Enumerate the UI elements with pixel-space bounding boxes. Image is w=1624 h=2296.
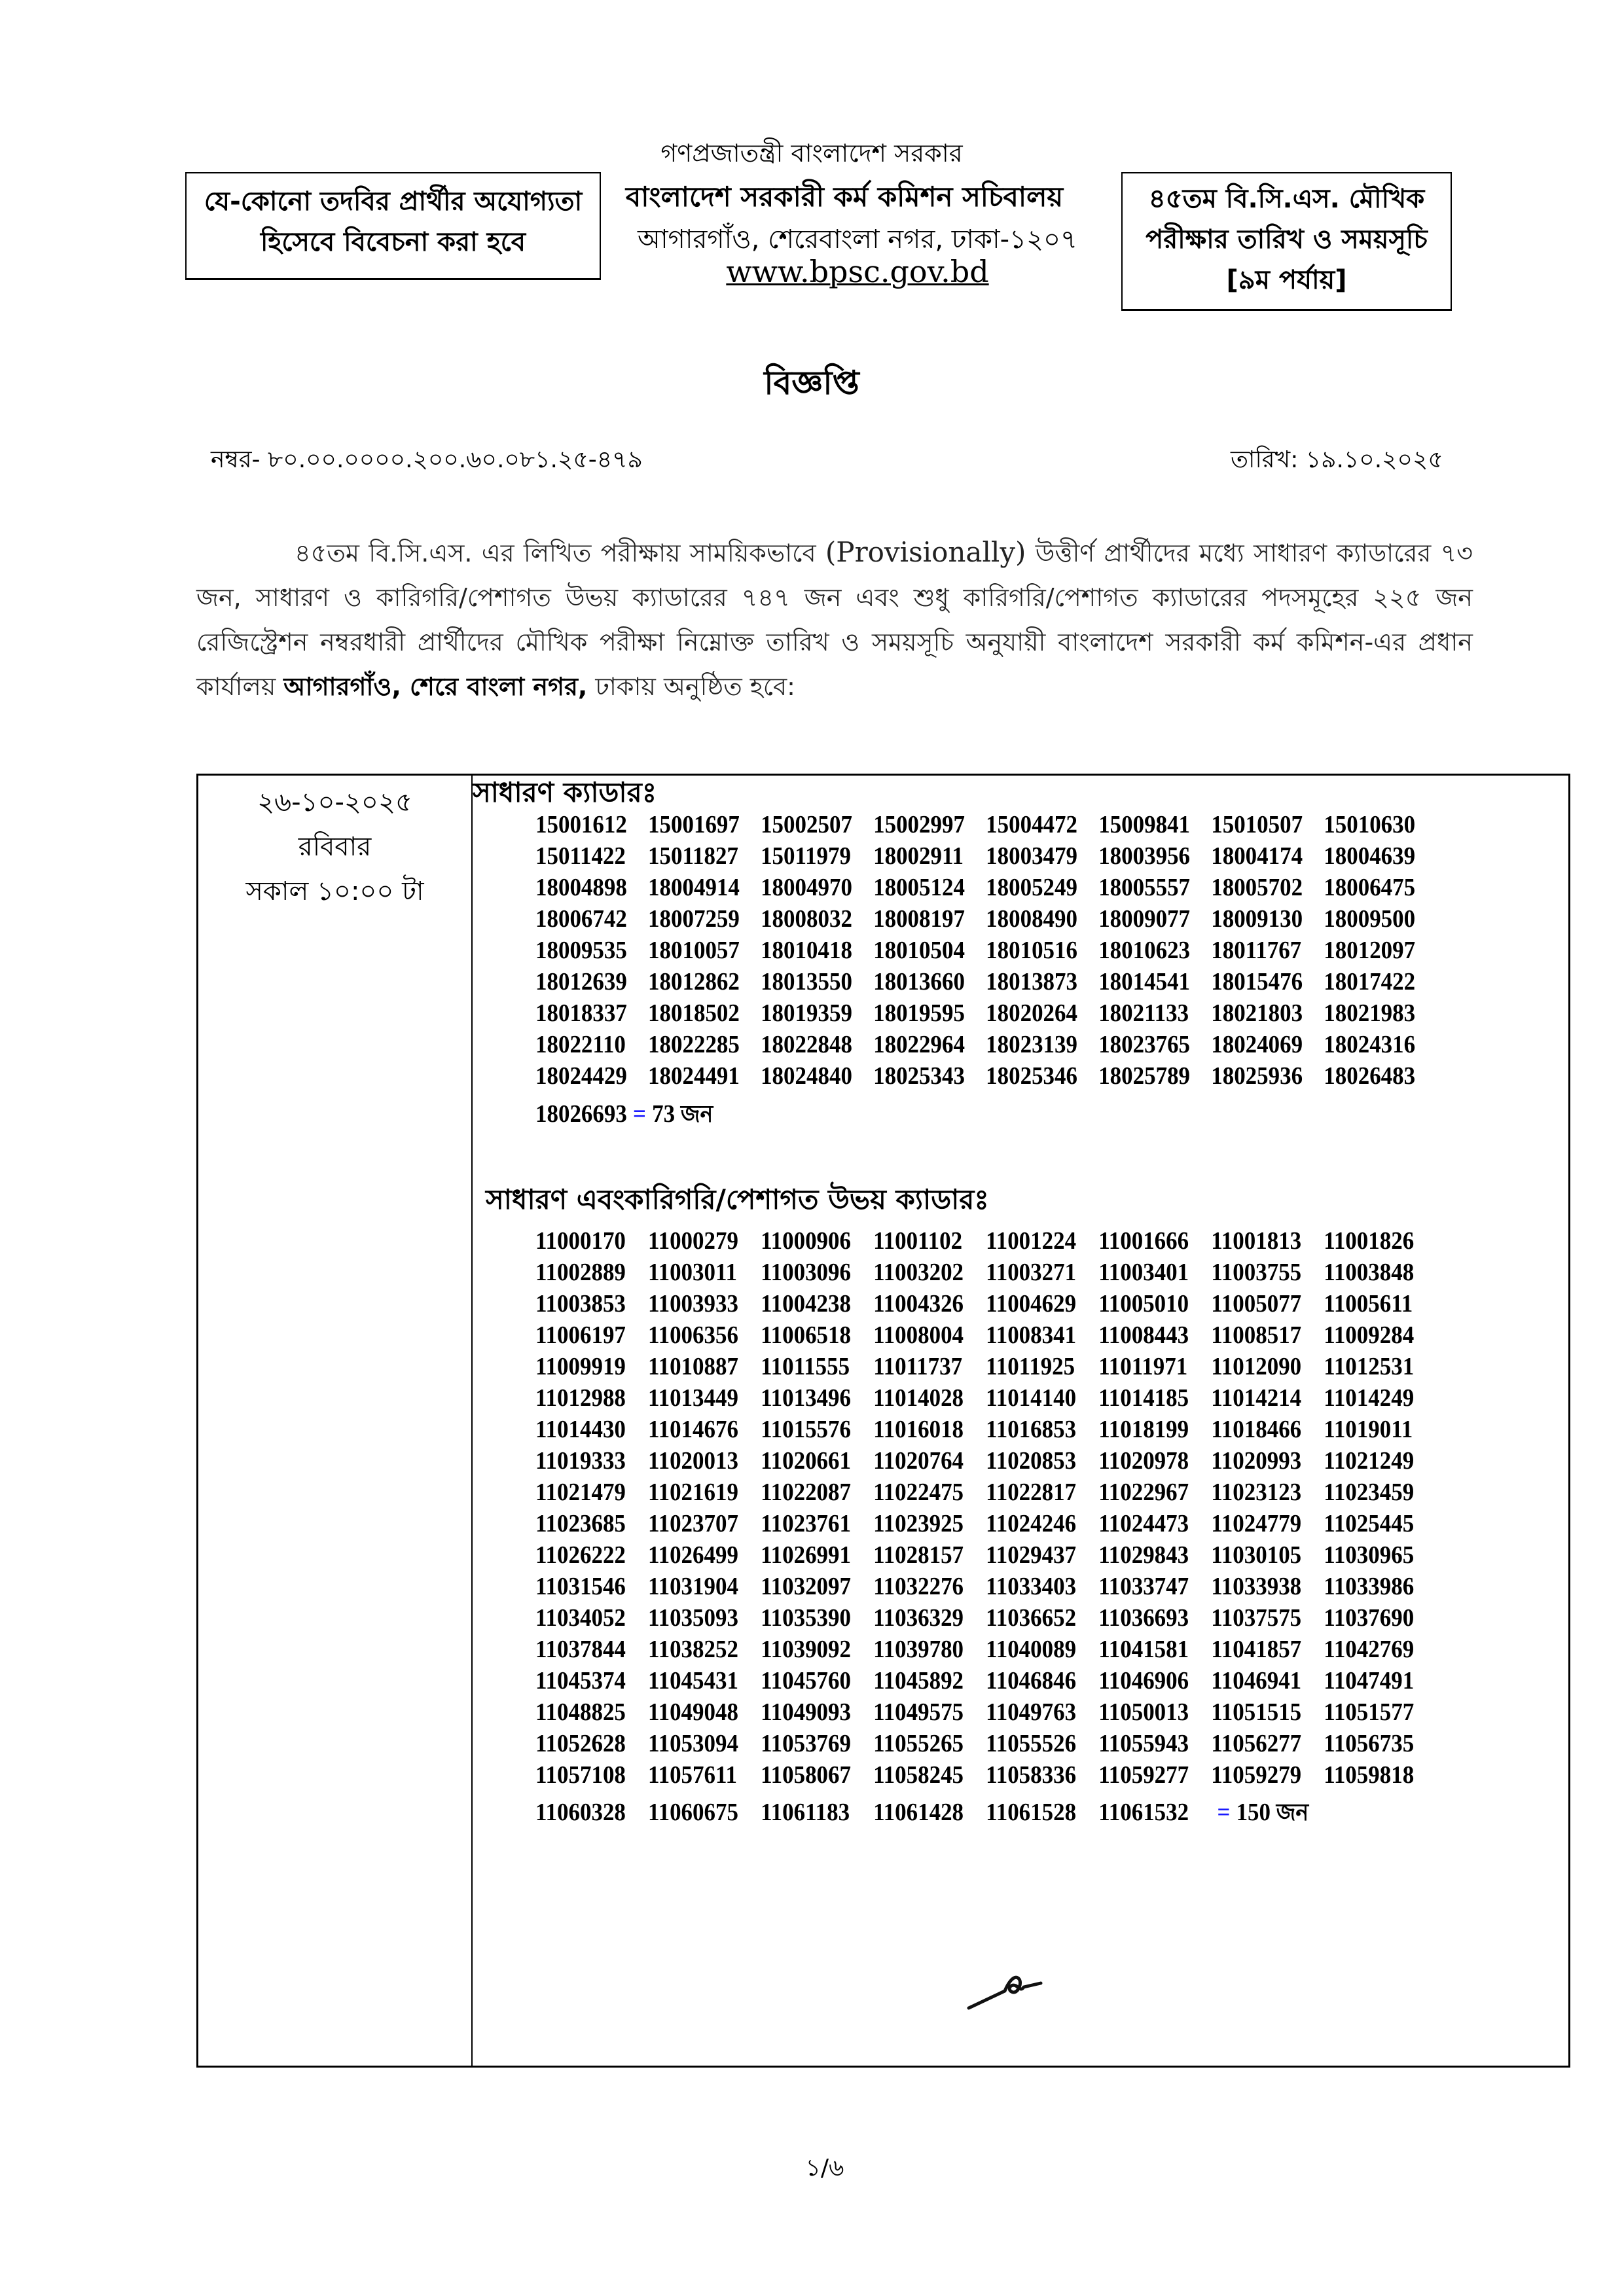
registration-number: 11047491 [1324,1667,1415,1695]
registration-number: 18013660 [873,968,965,996]
registration-number: 18012862 [648,968,740,996]
registration-number: 11022967 [1098,1479,1189,1506]
registration-number: 11055265 [873,1730,964,1757]
registration-number: 18015476 [1211,968,1303,996]
registration-number: 18022285 [648,1031,740,1058]
registration-number: 11014140 [986,1384,1077,1412]
registration-number: 11024779 [1211,1510,1302,1537]
registration-number: 11021619 [648,1479,738,1506]
registration-number: 11005077 [1211,1290,1302,1318]
registration-number: 11003401 [1098,1259,1189,1286]
registration-number: 11000906 [761,1227,851,1255]
memo-number: নম্বর- ৮০.০০.০০০০.২০০.৬০.০৮১.২৫-৪৭৯ [211,446,643,473]
registration-number: 11013496 [761,1384,851,1412]
registration-number: 11012988 [535,1384,626,1412]
table-column-divider [471,774,473,2068]
registration-number: 11003271 [986,1259,1077,1286]
registration-number: 18010504 [873,937,965,964]
registration-number: 11009919 [535,1353,626,1380]
registration-number: 11014249 [1324,1384,1415,1412]
registration-number: 11023761 [761,1510,851,1537]
registration-number: 11005010 [1098,1290,1189,1318]
equals-sign: = [633,1100,646,1128]
registration-number: 18008197 [873,905,965,933]
registration-number: 18009500 [1324,905,1416,933]
registration-number: 18025936 [1211,1062,1303,1090]
registration-number: 18012097 [1324,937,1416,964]
registration-number: 11041581 [1098,1636,1189,1663]
registration-number: 11030105 [1211,1541,1302,1569]
registration-number: 11058067 [761,1761,851,1789]
registration-number: 11024246 [986,1510,1077,1537]
registration-number: 11013449 [648,1384,738,1412]
registration-number: 18003479 [986,842,1077,870]
registration-number: 11014430 [535,1416,626,1443]
registration-number: 15002507 [761,811,852,838]
registration-number: 11020978 [1098,1447,1189,1475]
registration-number: 11011555 [761,1353,850,1380]
registration-number: 15011422 [535,842,626,870]
registration-number: 11023459 [1324,1479,1415,1506]
registration-number: 11051515 [1211,1698,1302,1726]
registration-number: 11029437 [986,1541,1077,1569]
page-number: ১/৬ [805,2155,844,2181]
registration-number: 18025346 [986,1062,1077,1090]
registration-number: 18006742 [535,905,627,933]
schedule-day: রবিবার [298,832,372,862]
registration-number: 18024429 [535,1062,627,1090]
registration-number: 18008490 [986,905,1077,933]
registration-number: 11026222 [535,1541,626,1569]
registration-number: 11006518 [761,1321,851,1349]
registration-number: 11014676 [648,1416,738,1443]
schedule-time: সকাল ১০:০০ টা [245,876,424,906]
registration-number: 18012639 [535,968,627,996]
registration-number: 11008443 [1098,1321,1189,1349]
registration-number: 11001813 [1211,1227,1302,1255]
registration-number: 11023925 [873,1510,964,1537]
registration-number: 18024840 [761,1062,852,1090]
registration-number: 11022817 [986,1479,1077,1506]
registration-number: 11032276 [873,1573,964,1600]
registration-number: 11023685 [535,1510,626,1537]
registration-number: 11022475 [873,1479,964,1506]
registration-number: 11055943 [1098,1730,1189,1757]
registration-number: 11008517 [1211,1321,1302,1349]
registration-number: 11058245 [873,1761,964,1789]
registration-number: 18022964 [873,1031,965,1058]
registration-number: 18009077 [1098,905,1191,933]
registration-number: 18005702 [1211,874,1303,901]
registration-number: 11011925 [986,1353,1075,1380]
registration-number: 18013873 [986,968,1077,996]
registration-number: 18003956 [1098,842,1191,870]
registration-number: 18018502 [648,999,740,1027]
body-text-2: উত্তীর্ণ প্রার্থীদের মধ্যে সাধারণ ক্যাডারের ৭৩ জন, সাধারণ ও কারিগরি/পেশাগত উভয় ক্যাডারের ৭৪৭ জন এবং শুধু কারিগরি/পেশাগত ক্যাডারের পদসমূহের ২২৫ জন রেজিস্ট্রেশন নম্বরধারী প্রার্থীদের মৌখিক পরীক্ষা নিম্নোক্ত তারিখ ও সময়সূচি অনুযায়ী বাংলাদেশ সরকারী কর্ম কমিশন-এর প্রধান কার্যালয় [196,539,1473,701]
equals-sign: = [1217,1799,1231,1826]
warning-box [185,172,601,280]
registration-number: 18004970 [761,874,852,901]
registration-number: 11036652 [986,1604,1077,1632]
registration-number: 11053094 [648,1730,738,1757]
registration-number: 15001697 [648,811,740,838]
registration-number: 11049093 [761,1698,851,1726]
registration-number: 11061428 [873,1799,964,1826]
registration-number: 11001826 [1324,1227,1415,1255]
registration-number: 11060328 [535,1799,626,1826]
registration-number: 11048825 [535,1698,626,1726]
registration-number: 11024473 [1098,1510,1189,1537]
registration-number: 11036329 [873,1604,964,1632]
registration-number: 18009535 [535,937,627,964]
registration-number: 15011979 [761,842,851,870]
registration-number: 11019011 [1324,1416,1413,1443]
registration-number: 11059277 [1098,1761,1189,1789]
registration-number: 18011767 [1211,937,1302,964]
registration-number: 11049763 [986,1698,1077,1726]
registration-number: 18007259 [648,905,740,933]
registration-number: 11037575 [1211,1604,1302,1632]
registration-number: 11031904 [648,1573,738,1600]
registration-number: 18004898 [535,874,627,901]
registration-number: 11037844 [535,1636,626,1663]
registration-number: 11033938 [1211,1573,1302,1600]
registration-number: 11061183 [761,1799,850,1826]
registration-number: 11012531 [1324,1353,1415,1380]
registration-number: 11000170 [535,1227,626,1255]
registration-number: 11061532 [1098,1799,1189,1826]
registration-number: 11036693 [1098,1604,1189,1632]
registration-number: 11016853 [986,1416,1077,1443]
exam-title-box [1121,172,1452,311]
registration-number: 11046846 [986,1667,1077,1695]
registration-number: 18013550 [761,968,852,996]
memo-date: তারিখ: ১৯.১০.২০২৫ [1231,446,1443,473]
registration-number: 11037690 [1324,1604,1415,1632]
registration-number: 11012090 [1211,1353,1302,1380]
registration-number: 11028157 [873,1541,964,1569]
total-count: 150 [1236,1799,1271,1826]
registration-number: 11011737 [873,1353,963,1380]
registration-number: 11038252 [648,1636,738,1663]
registration-number: 11011971 [1098,1353,1188,1380]
warning-line-2: হিসেবে বিবেচনা করা হবে [260,227,526,257]
registration-number: 11029843 [1098,1541,1189,1569]
registration-number: 11026991 [761,1541,851,1569]
registration-number: 11056735 [1324,1730,1415,1757]
registration-number: 11046941 [1211,1667,1302,1695]
registration-number: 18024316 [1324,1031,1416,1058]
registration-number: 18005249 [986,874,1077,901]
registration-number: 18010057 [648,937,740,964]
registration-number: 11008341 [986,1321,1077,1349]
registration-number: 11001102 [873,1227,963,1255]
registration-number: 11052628 [535,1730,626,1757]
registration-number: 11035093 [648,1604,738,1632]
registration-number: 11006356 [648,1321,738,1349]
registration-number: 15010630 [1324,811,1416,838]
registration-number: 11008004 [873,1321,964,1349]
notice-body [196,530,1473,709]
registration-number: 11003755 [1211,1259,1302,1286]
registration-number: 18008032 [761,905,852,933]
registration-number: 18018337 [535,999,627,1027]
registration-number: 18021983 [1324,999,1416,1027]
registration-number: 11002889 [535,1259,626,1286]
registration-number: 18024491 [648,1062,740,1090]
registration-number: 11046906 [1098,1667,1189,1695]
registration-number: 11049575 [873,1698,964,1726]
registration-number: 11022087 [761,1479,851,1506]
registration-number: 11015576 [761,1416,851,1443]
registration-number: 11005611 [1324,1290,1413,1318]
registration-number: 18004914 [648,874,740,901]
registration-number: 18019359 [761,999,852,1027]
registration-number: 15002997 [873,811,965,838]
registration-number: 11040089 [986,1636,1077,1663]
registration-number: 11031546 [535,1573,626,1600]
registration-number: 18023765 [1098,1031,1191,1058]
registration-number: 11045431 [648,1667,738,1695]
warning-line-1: যে-কোনো তদবির প্রার্থীর অযোগ্যতা [204,187,583,217]
exam-title-line-2: পরীক্ষার তারিখ ও সময়সূচি [1146,224,1428,255]
registration-number: 11003848 [1324,1259,1415,1286]
office-address: আগারগাঁও, শেরেবাংলা নগর, ঢাকা-১২০৭ [637,224,1078,255]
registration-number: 11014185 [1098,1384,1189,1412]
registration-number: 11014214 [1211,1384,1302,1412]
schedule-date-cell [198,780,471,914]
registration-number: 11058336 [986,1761,1077,1789]
registration-number: 18022110 [535,1031,626,1058]
registration-number: 11004629 [986,1290,1077,1318]
registration-number: 18010418 [761,937,852,964]
registration-number: 11057611 [648,1761,738,1789]
registration-number: 11021479 [535,1479,626,1506]
website-link[interactable]: www.bpsc.gov.bd [726,254,989,289]
registration-number: 11059818 [1324,1761,1415,1789]
registration-number: 15011827 [648,842,738,870]
registration-number: 18010516 [986,937,1077,964]
total-count: 73 [652,1100,676,1128]
registration-number: 15009841 [1098,811,1191,838]
registration-number: 11051577 [1324,1698,1415,1726]
registration-number: 11004238 [761,1290,851,1318]
registration-number: 18006475 [1324,874,1416,901]
registration-number: 11020661 [761,1447,851,1475]
registration-number: 11003096 [761,1259,851,1286]
registration-number: 18005124 [873,874,965,901]
registration-list-both [535,1225,1436,1791]
registration-number: 11020853 [986,1447,1077,1475]
signature [956,1964,1060,2022]
registration-number: 11023707 [648,1510,738,1537]
registration-number: 11020013 [648,1447,738,1475]
section-title-general-cadre: সাধারণ ক্যাডারঃ [473,776,657,808]
exam-title-line-1: ৪৫তম বি.সি.এস. মৌখিক [1148,184,1425,214]
registration-number: 11055526 [986,1730,1077,1757]
registration-number: 18002911 [873,842,964,870]
registration-number: 18023139 [986,1031,1077,1058]
registration-number: 11020993 [1211,1447,1302,1475]
registration-number: 11021249 [1324,1447,1415,1475]
registration-number: 18010623 [1098,937,1191,964]
registration-number: 11032097 [761,1573,851,1600]
total-unit: জন [680,1101,713,1128]
last-registration-number: 18026693 [535,1100,627,1128]
schedule-date: ২৬-১০-২০২৫ [257,787,412,817]
body-location: আগারগাঁও, শেরে বাংলা নগর, [283,672,588,701]
total-line-general [535,1096,713,1136]
notice-title: বিজ্ঞপ্তি [764,364,859,402]
registration-number: 11061528 [986,1799,1077,1826]
registration-number: 11057108 [535,1761,626,1789]
registration-number: 11004326 [873,1290,964,1318]
total-line-both [535,1795,1308,1834]
registration-number: 11034052 [535,1604,626,1632]
total-unit: জন [1276,1799,1309,1826]
registration-number: 11018466 [1211,1416,1302,1443]
body-provisionally: (Provisionally) [825,536,1026,568]
registration-number: 11060675 [648,1799,738,1826]
registration-number: 18022848 [761,1031,852,1058]
registration-number: 18025343 [873,1062,965,1090]
registration-number: 11020764 [873,1447,964,1475]
registration-number: 11001224 [986,1227,1077,1255]
registration-number: 11016018 [873,1416,964,1443]
registration-number: 18019595 [873,999,965,1027]
body-text-1: ৪৫তম বি.সি.এস. এর লিখিত পরীক্ষায় সাময়িকভাবে [295,539,825,567]
registration-list-general [535,809,1436,1092]
registration-number: 11003202 [873,1259,964,1286]
registration-number: 18020264 [986,999,1077,1027]
registration-number: 11000279 [648,1227,738,1255]
registration-number: 11049048 [648,1698,738,1726]
registration-number: 11042769 [1324,1636,1415,1663]
registration-number: 18005557 [1098,874,1191,901]
registration-number: 11056277 [1211,1730,1302,1757]
registration-number: 11033986 [1324,1573,1415,1600]
registration-number: 11023123 [1211,1479,1302,1506]
registration-number: 11039092 [761,1636,851,1663]
registration-number: 11039780 [873,1636,964,1663]
registration-number: 11045892 [873,1667,964,1695]
registration-number: 18017422 [1324,968,1416,996]
registration-number: 18014541 [1098,968,1191,996]
registration-number: 11025445 [1324,1510,1415,1537]
registration-number: 18021803 [1211,999,1303,1027]
registration-number: 11045760 [761,1667,851,1695]
registration-number: 11041857 [1211,1636,1302,1663]
registration-number: 11010887 [648,1353,738,1380]
exam-phase: [৯ম পর্যায়] [1226,265,1347,295]
registration-number: 11001666 [1098,1227,1189,1255]
registration-number: 11059279 [1211,1761,1302,1789]
registration-number: 11003011 [648,1259,738,1286]
registration-number: 11033747 [1098,1573,1189,1600]
registration-number: 11003853 [535,1290,626,1318]
registration-number: 18025789 [1098,1062,1191,1090]
government-name: গণপ্রজাতন্ত্রী বাংলাদেশ সরকার [660,139,963,168]
registration-number: 18004639 [1324,842,1416,870]
registration-number: 11033403 [986,1573,1077,1600]
registration-number: 11014028 [873,1384,964,1412]
registration-number: 11045374 [535,1667,626,1695]
body-text-3: ঢাকায় অনুষ্ঠিত হবে: [587,672,795,701]
registration-number: 11018199 [1098,1416,1189,1443]
registration-number: 11003933 [648,1290,738,1318]
registration-number: 18009130 [1211,905,1303,933]
registration-number: 11050013 [1098,1698,1189,1726]
registration-number: 15010507 [1211,811,1303,838]
registration-number: 18021133 [1098,999,1189,1027]
registration-number: 11019333 [535,1447,626,1475]
registration-number: 15001612 [535,811,627,838]
registration-number: 11026499 [648,1541,738,1569]
registration-number: 11009284 [1324,1321,1415,1349]
registration-number: 11030965 [1324,1541,1415,1569]
section-title-both-cadre: সাধারণ এবংকারিগরি/পেশাগত উভয় ক্যাডারঃ [486,1183,989,1215]
registration-number: 15004472 [986,811,1077,838]
registration-number: 11053769 [761,1730,851,1757]
office-name: বাংলাদেশ সরকারী কর্ম কমিশন সচিবালয় [625,181,1064,213]
registration-number: 18024069 [1211,1031,1303,1058]
registration-number: 11035390 [761,1604,851,1632]
registration-number: 18004174 [1211,842,1303,870]
registration-number: 18026483 [1324,1062,1416,1090]
registration-number: 11006197 [535,1321,626,1349]
